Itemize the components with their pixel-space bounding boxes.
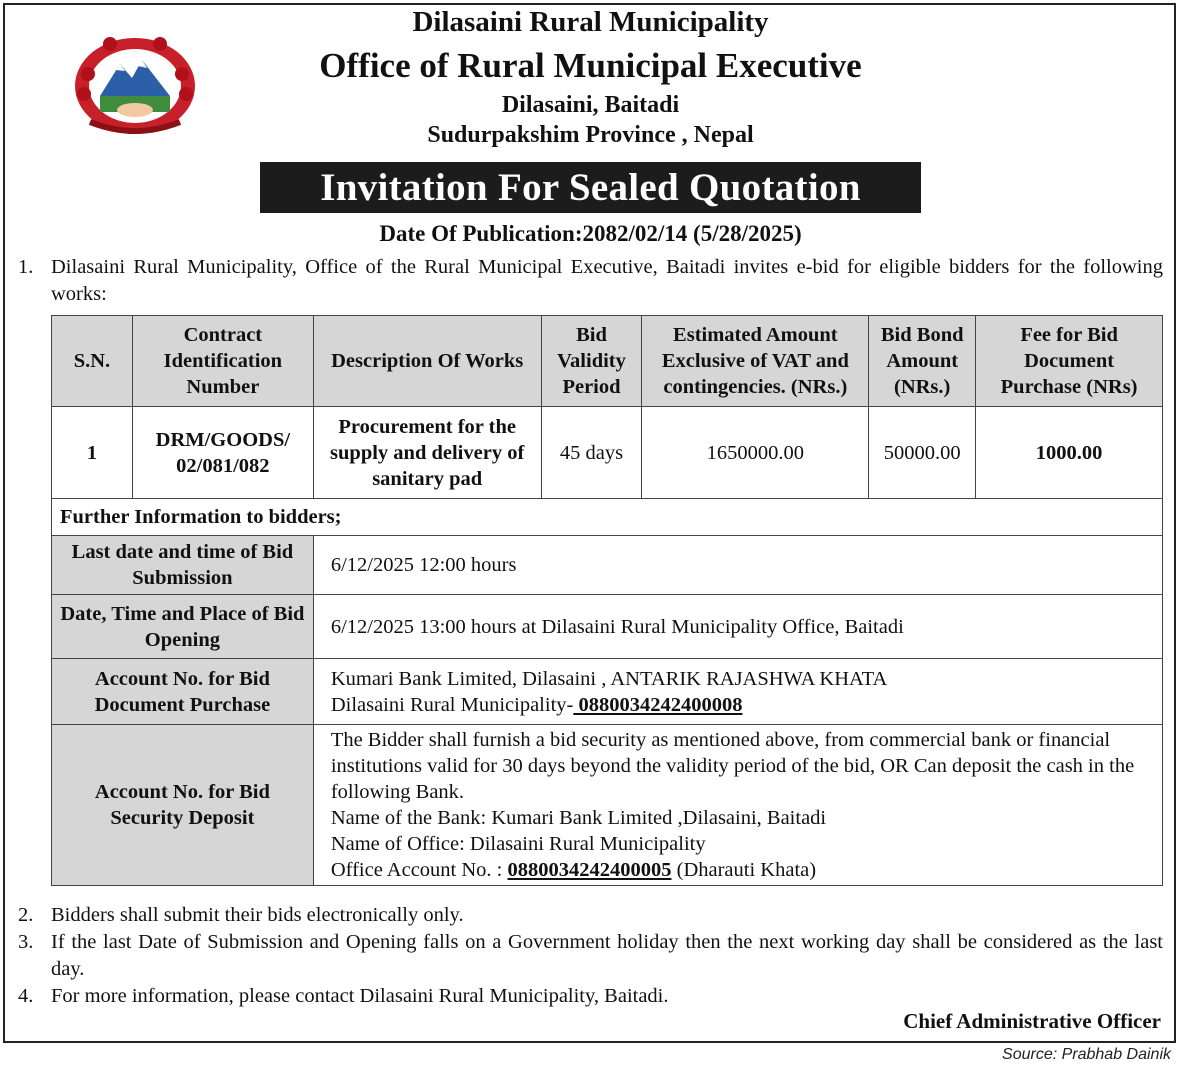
signature-title: Chief Administrative Officer: [903, 1009, 1161, 1033]
header-sn: S.N.: [52, 316, 133, 407]
table-row: [52, 407, 1163, 499]
paragraph-number: 3.: [18, 931, 34, 953]
header-description: Description Of Works: [313, 316, 541, 407]
bank-line: Kumari Bank Limited, Dilasaini , ANTARIK RAJASHWA KHATA: [330, 667, 888, 690]
account-suffix: (Dharauti Khata): [671, 859, 817, 881]
paragraph-3: [18, 929, 1163, 983]
info-value: 6/12/2025 12:00 hours: [313, 536, 1162, 595]
notice-title: Invitation For Sealed Quotation: [260, 162, 921, 213]
info-value: 6/12/2025 13:00 hours at Dilasaini Rural Municipality Office, Baitadi: [313, 595, 1162, 659]
cell-estimated: 1650000.00: [642, 407, 869, 499]
paragraph-text: Dilasaini Rural Municipality, Office of the Rural Municipal Executive, Baitadi invites e-bid for eligible bidders for the following works:: [51, 256, 1163, 305]
paragraph-text: For more information, please contact Dilasaini Rural Municipality, Baitadi.: [51, 985, 669, 1007]
info-row: [52, 725, 1163, 886]
paragraph-text: If the last Date of Submission and Opening falls on a Government holiday then the next working day shall be considered as the last day.: [51, 931, 1163, 980]
cell-validity: 45 days: [541, 407, 642, 499]
security-text: The Bidder shall furnish a bid security as mentioned above, from commercial bank or financial institutions valid for 30 days beyond the validity period of the bid, OR Can deposit the cash in the following Bank.: [330, 729, 1135, 803]
info-row: [52, 536, 1163, 595]
table-header-row: [52, 316, 1163, 407]
info-label: Date, Time and Place of Bid Opening: [52, 595, 314, 659]
security-bank: Name of the Bank: Kumari Bank Limited ,Dilasaini, Baitadi: [330, 807, 827, 829]
paragraph-text: Bidders shall submit their bids electronically only.: [51, 904, 464, 926]
header-estimated: Estimated Amount Exclusive of VAT and contingencies. (NRs.): [642, 316, 869, 407]
paragraph-1: [18, 254, 1163, 308]
office-location: Dilasaini, Baitadi: [501, 92, 680, 118]
paragraph-4: [18, 983, 1163, 1010]
info-label: Account No. for Bid Security Deposit: [52, 725, 314, 886]
cell-sn: 1: [52, 407, 133, 499]
info-row: [52, 659, 1163, 725]
account-number: 0880034242400005: [507, 859, 672, 881]
account-prefix: Office Account No. :: [330, 859, 508, 881]
info-label: Last date and time of Bid Submission: [52, 536, 314, 595]
info-value: [313, 659, 1162, 725]
province-name: Sudurpakshim Province , Nepal: [427, 122, 754, 148]
paragraph-2: [18, 902, 1163, 929]
cell-fee: 1000.00: [976, 407, 1163, 499]
cell-description: Procurement for the supply and delivery of sanitary pad: [313, 407, 541, 499]
header-contract-id: Contract Identification Number: [132, 316, 313, 407]
info-label: Account No. for Bid Document Purchase: [52, 659, 314, 725]
cell-contract-id: DRM/GOODS/ 02/081/082: [132, 407, 313, 499]
account-line: [331, 692, 1156, 718]
cell-bid-bond: 50000.00: [869, 407, 976, 499]
account-number: 0880034242400008: [573, 693, 743, 716]
info-row: [52, 595, 1163, 659]
publication-date: Date Of Publication:2082/02/14 (5/28/2025): [379, 221, 802, 246]
security-account-line: [331, 857, 1156, 883]
header-bid-bond: Bid Bond Amount (NRs.): [869, 316, 976, 407]
paragraph-number: 1.: [18, 256, 34, 278]
paragraph-number: 2.: [18, 904, 34, 926]
further-info-heading: Further Information to bidders;: [52, 499, 1163, 536]
header-validity: Bid Validity Period: [541, 316, 642, 407]
office-name: Office of Rural Municipal Executive: [319, 46, 862, 85]
paragraph-number: 4.: [18, 985, 34, 1007]
info-value: [313, 725, 1162, 886]
header-fee: Fee for Bid Document Purchase (NRs): [976, 316, 1163, 407]
municipality-name: Dilasaini Rural Municipality: [412, 6, 769, 38]
bid-table: [51, 315, 1163, 886]
security-office: Name of Office: Dilasaini Rural Municipality: [330, 833, 706, 855]
further-info-row: [52, 499, 1163, 536]
source-credit: Source: Prabhab Dainik: [1002, 1046, 1171, 1063]
account-prefix: Dilasaini Rural Municipality-: [330, 693, 574, 716]
